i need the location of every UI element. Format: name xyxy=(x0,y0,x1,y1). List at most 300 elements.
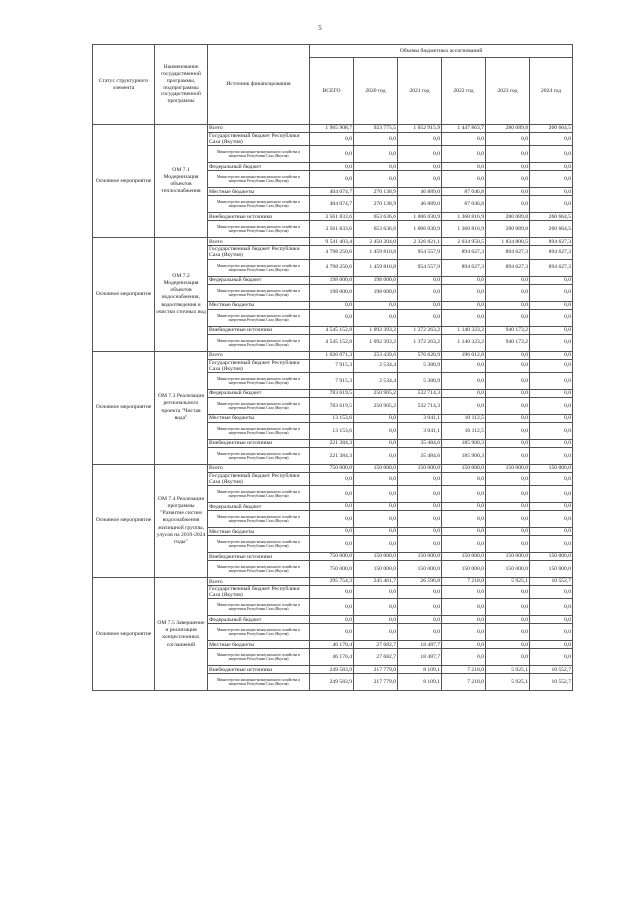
value-year: 923 775,5 xyxy=(354,125,398,133)
value-total: 0,0 xyxy=(310,163,354,171)
value-year: 7 218,0 xyxy=(442,666,486,674)
value-year: 27 682,7 xyxy=(354,649,398,666)
funding-responsible: Министерство жилищно-коммунального хозяйства и энергетики Республики Саха (Якутия) xyxy=(208,422,310,439)
value-year: 0,0 xyxy=(486,284,530,301)
value-year: 0,0 xyxy=(442,276,486,284)
value-year: 1 006 030,9 xyxy=(398,221,442,238)
funding-source: Всего xyxy=(208,125,310,133)
value-year: 1 372 263,2 xyxy=(398,334,442,351)
value-year: 0,0 xyxy=(486,536,530,553)
value-total: 4 798 250,6 xyxy=(310,246,354,259)
value-year: 8 109,1 xyxy=(398,674,442,691)
funding-source: Местные бюджеты xyxy=(208,528,310,536)
funding-source: Местные бюджеты xyxy=(208,641,310,649)
value-total: 9 541 403,4 xyxy=(310,238,354,246)
value-year: 0,0 xyxy=(398,309,442,326)
header-year-2023: 2023 год xyxy=(486,58,530,125)
value-year: 185 900,3 xyxy=(442,439,486,447)
element-status: Основное мероприятие xyxy=(93,238,155,351)
value-year: 0,0 xyxy=(530,503,573,511)
value-year: 0,0 xyxy=(354,536,398,553)
element-status: Основное мероприятие xyxy=(93,464,155,577)
value-year: 0,0 xyxy=(530,586,573,599)
value-year: 0,0 xyxy=(398,301,442,309)
value-total: 0,0 xyxy=(310,599,354,616)
header-year-2020: 2020 год xyxy=(354,58,398,125)
value-year: 0,0 xyxy=(530,372,573,389)
program-name: ОМ 7.5 Завершение и реализация концессионных соглашений xyxy=(155,578,208,691)
value-year: 5 925,1 xyxy=(486,578,530,586)
value-year: 250 905,2 xyxy=(354,389,398,397)
program-name: ОМ 7.2 Модернизация объектов водоснабжения, водоотведения и очистки сточных вод xyxy=(155,238,208,351)
value-year: 150 000,0 xyxy=(442,464,486,472)
header-volumes: Объемы бюджетных ассигнований xyxy=(310,45,573,58)
funding-source: Федеральный бюджет xyxy=(208,616,310,624)
value-year: 1 360 816,9 xyxy=(442,213,486,221)
value-year: 0,0 xyxy=(530,334,573,351)
value-year: 280 089,8 xyxy=(486,213,530,221)
page-number: 5 xyxy=(318,24,322,32)
funding-responsible: Министерство жилищно-коммунального хозяйства и энергетики Республики Саха (Якутия) xyxy=(208,309,310,326)
value-year: 894 627,3 xyxy=(530,238,573,246)
funding-source: Всего xyxy=(208,238,310,246)
value-total: 3 561 833,6 xyxy=(310,221,354,238)
value-year: 196 012,8 xyxy=(442,351,486,359)
value-year: 280 089,8 xyxy=(486,125,530,133)
value-year: 1 140 323,2 xyxy=(442,326,486,334)
value-year: 0,0 xyxy=(442,536,486,553)
value-total: 0,0 xyxy=(310,616,354,624)
value-year: 0,0 xyxy=(486,486,530,503)
value-total: 198 000,0 xyxy=(310,276,354,284)
value-year: 2 450 204,0 xyxy=(354,238,398,246)
value-year: 0,0 xyxy=(530,309,573,326)
value-total: 46 170,4 xyxy=(310,649,354,666)
value-year: 26 596,8 xyxy=(398,578,442,586)
table-row xyxy=(93,464,573,472)
table-row xyxy=(93,351,573,359)
value-year: 150 000,0 xyxy=(354,561,398,578)
value-year: 150 000,0 xyxy=(530,464,573,472)
value-year: 87 046,8 xyxy=(442,188,486,196)
value-year: 0,0 xyxy=(354,528,398,536)
funding-responsible: Министерство жилищно-коммунального хозяйства и энергетики Республики Саха (Якутия) xyxy=(208,397,310,414)
value-year: 0,0 xyxy=(486,163,530,171)
value-year: 10 552,7 xyxy=(530,674,573,691)
value-year: 532 714,3 xyxy=(398,397,442,414)
element-status: Основное мероприятие xyxy=(93,125,155,238)
value-year: 2 534,4 xyxy=(354,359,398,372)
value-year: 10 552,7 xyxy=(530,578,573,586)
funding-source: Государственный бюджет Республики Саха (Якутия) xyxy=(208,472,310,485)
value-year: 0,0 xyxy=(486,472,530,485)
value-year: 270 138,9 xyxy=(354,188,398,196)
value-total: 0,0 xyxy=(310,309,354,326)
value-year: 0,0 xyxy=(398,276,442,284)
value-year: 1 447 863,7 xyxy=(442,125,486,133)
value-year: 0,0 xyxy=(442,472,486,485)
value-year: 150 000,0 xyxy=(398,561,442,578)
value-year: 0,0 xyxy=(530,616,573,624)
value-year: 0,0 xyxy=(354,309,398,326)
value-total: 3 561 833,6 xyxy=(310,213,354,221)
value-year: 0,0 xyxy=(530,536,573,553)
value-year: 954 557,9 xyxy=(398,246,442,259)
value-year: 894 627,3 xyxy=(442,259,486,276)
value-total: 4 798 250,6 xyxy=(310,259,354,276)
value-year: 0,0 xyxy=(530,171,573,188)
value-year: 0,0 xyxy=(486,389,530,397)
value-year: 0,0 xyxy=(398,171,442,188)
value-total: 0,0 xyxy=(310,146,354,163)
header-status: Статус структурного элемента xyxy=(93,45,155,125)
value-year: 0,0 xyxy=(486,599,530,616)
value-year: 0,0 xyxy=(354,439,398,447)
value-year: 1 052 915,9 xyxy=(398,125,442,133)
value-year: 250 905,2 xyxy=(354,397,398,414)
funding-source: Внебюджетные источники xyxy=(208,553,310,561)
value-total: 46 170,4 xyxy=(310,641,354,649)
value-year: 0,0 xyxy=(486,503,530,511)
value-year: 27 682,7 xyxy=(354,641,398,649)
value-year: 0,0 xyxy=(442,359,486,372)
value-total: 295 754,3 xyxy=(310,578,354,586)
value-year: 2 034 950,5 xyxy=(442,238,486,246)
value-year: 0,0 xyxy=(486,397,530,414)
value-year: 0,0 xyxy=(442,486,486,503)
value-year: 0,0 xyxy=(486,276,530,284)
value-year: 150 000,0 xyxy=(398,464,442,472)
value-year: 0,0 xyxy=(486,586,530,599)
budget-table xyxy=(92,44,573,691)
value-year: 894 627,3 xyxy=(486,246,530,259)
value-year: 0,0 xyxy=(486,188,530,196)
value-year: 0,0 xyxy=(442,397,486,414)
funding-source: Государственный бюджет Республики Саха (Якутия) xyxy=(208,133,310,146)
funding-responsible: Министерство жилищно-коммунального хозяйства и энергетики Республики Саха (Якутия) xyxy=(208,447,310,464)
value-year: 0,0 xyxy=(442,649,486,666)
value-year: 0,0 xyxy=(442,389,486,397)
element-status: Основное мероприятие xyxy=(93,578,155,691)
value-year: 0,0 xyxy=(398,536,442,553)
value-year: 894 627,3 xyxy=(530,259,573,276)
funding-source: Внебюджетные источники xyxy=(208,666,310,674)
funding-source: Федеральный бюджет xyxy=(208,503,310,511)
value-year: 0,0 xyxy=(354,146,398,163)
value-year: 2 534,4 xyxy=(354,372,398,389)
value-year: 46 889,0 xyxy=(398,196,442,213)
value-year: 87 046,8 xyxy=(442,196,486,213)
value-total: 750 000,0 xyxy=(310,561,354,578)
value-year: 0,0 xyxy=(486,133,530,146)
value-year: 150 000,0 xyxy=(486,464,530,472)
value-total: 0,0 xyxy=(310,301,354,309)
funding-source: Государственный бюджет Республики Саха (Якутия) xyxy=(208,359,310,372)
table-row xyxy=(93,125,573,133)
value-year: 3 041,1 xyxy=(398,422,442,439)
value-year: 0,0 xyxy=(354,414,398,422)
value-year: 0,0 xyxy=(530,163,573,171)
value-year: 270 138,9 xyxy=(354,196,398,213)
value-year: 0,0 xyxy=(530,422,573,439)
funding-responsible: Министерство жилищно-коммунального хозяйства и энергетики Республики Саха (Якутия) xyxy=(208,284,310,301)
value-total: 0,0 xyxy=(310,511,354,528)
value-total: 4 545 152,8 xyxy=(310,334,354,351)
value-total: 198 000,0 xyxy=(310,284,354,301)
value-year: 0,0 xyxy=(530,284,573,301)
value-year: 1 459 810,8 xyxy=(354,246,398,259)
value-year: 0,0 xyxy=(530,301,573,309)
value-year: 0,0 xyxy=(442,624,486,641)
value-total: 13 153,6 xyxy=(310,422,354,439)
program-name: ОМ 7.1 Модернизация объектов теплоснабжения xyxy=(155,125,208,238)
value-total: 0,0 xyxy=(310,171,354,188)
funding-responsible: Министерство жилищно-коммунального хозяйства и энергетики Республики Саха (Якутия) xyxy=(208,674,310,691)
funding-responsible: Министерство жилищно-коммунального хозяйства и энергетики Республики Саха (Якутия) xyxy=(208,486,310,503)
value-total: 13 153,6 xyxy=(310,414,354,422)
value-year: 0,0 xyxy=(398,511,442,528)
value-year: 260 664,5 xyxy=(530,213,573,221)
funding-responsible: Министерство жилищно-коммунального хозяйства и энергетики Республики Саха (Якутия) xyxy=(208,624,310,641)
value-total: 1 965 908,7 xyxy=(310,125,354,133)
value-year: 10 112,5 xyxy=(442,422,486,439)
funding-source: Всего xyxy=(208,464,310,472)
value-year: 2 326 821,1 xyxy=(398,238,442,246)
funding-responsible: Министерство жилищно-коммунального хозяйства и энергетики Республики Саха (Якутия) xyxy=(208,171,310,188)
value-year: 0,0 xyxy=(486,624,530,641)
value-year: 7 218,0 xyxy=(442,674,486,691)
value-year: 7 218,0 xyxy=(442,578,486,586)
value-year: 0,0 xyxy=(398,146,442,163)
value-year: 0,0 xyxy=(354,472,398,485)
value-year: 0,0 xyxy=(398,599,442,616)
value-year: 0,0 xyxy=(530,326,573,334)
funding-source: Государственный бюджет Республики Саха (Якутия) xyxy=(208,246,310,259)
value-year: 150 000,0 xyxy=(354,464,398,472)
funding-source: Всего xyxy=(208,351,310,359)
value-year: 10 112,5 xyxy=(442,414,486,422)
value-year: 217 779,0 xyxy=(354,666,398,674)
value-year: 0,0 xyxy=(442,641,486,649)
funding-responsible: Министерство жилищно-коммунального хозяйства и энергетики Республики Саха (Якутия) xyxy=(208,146,310,163)
value-year: 0,0 xyxy=(354,447,398,464)
value-year: 0,0 xyxy=(442,171,486,188)
funding-responsible: Министерство жилищно-коммунального хозяйства и энергетики Республики Саха (Якутия) xyxy=(208,561,310,578)
value-year: 0,0 xyxy=(398,472,442,485)
value-year: 0,0 xyxy=(398,503,442,511)
value-year: 0,0 xyxy=(354,599,398,616)
funding-source: Местные бюджеты xyxy=(208,188,310,196)
value-year: 1 372 263,2 xyxy=(398,326,442,334)
value-year: 5 925,1 xyxy=(486,674,530,691)
value-year: 0,0 xyxy=(442,372,486,389)
value-year: 35 484,6 xyxy=(398,447,442,464)
value-year: 0,0 xyxy=(530,439,573,447)
program-name: ОМ 7.4 Реализация программы "Развитие систем водоснабжения жилищной группы, улусов на 2019-2024 годы" xyxy=(155,464,208,577)
funding-source: Внебюджетные источники xyxy=(208,326,310,334)
value-year: 0,0 xyxy=(442,146,486,163)
funding-responsible: Министерство жилищно-коммунального хозяйства и энергетики Республики Саха (Якутия) xyxy=(208,511,310,528)
value-year: 954 557,9 xyxy=(398,259,442,276)
value-year: 0,0 xyxy=(354,586,398,599)
value-year: 150 000,0 xyxy=(354,553,398,561)
value-year: 0,0 xyxy=(486,439,530,447)
funding-source: Федеральный бюджет xyxy=(208,163,310,171)
value-total: 404 074,7 xyxy=(310,196,354,213)
value-total: 7 915,3 xyxy=(310,372,354,389)
value-year: 1 459 810,8 xyxy=(354,259,398,276)
value-year: 1 360 816,9 xyxy=(442,221,486,238)
value-year: 5 380,9 xyxy=(398,359,442,372)
value-year: 653 636,6 xyxy=(354,221,398,238)
value-total: 0,0 xyxy=(310,486,354,503)
value-year: 150 000,0 xyxy=(398,553,442,561)
value-year: 940 173,2 xyxy=(486,334,530,351)
value-year: 245 461,7 xyxy=(354,578,398,586)
table-header xyxy=(93,45,573,125)
value-year: 0,0 xyxy=(442,301,486,309)
value-year: 0,0 xyxy=(398,133,442,146)
value-year: 1 092 393,2 xyxy=(354,334,398,351)
value-year: 260 664,5 xyxy=(530,125,573,133)
value-year: 0,0 xyxy=(486,146,530,163)
value-total: 783 619,5 xyxy=(310,397,354,414)
value-year: 0,0 xyxy=(486,171,530,188)
header-year-2021: 2021 год xyxy=(398,58,442,125)
value-total: 221 384,3 xyxy=(310,447,354,464)
value-year: 1 092 393,2 xyxy=(354,326,398,334)
value-year: 0,0 xyxy=(442,511,486,528)
value-year: 0,0 xyxy=(486,422,530,439)
value-total: 783 619,5 xyxy=(310,389,354,397)
value-year: 0,0 xyxy=(486,309,530,326)
value-year: 576 620,9 xyxy=(398,351,442,359)
value-year: 0,0 xyxy=(442,284,486,301)
value-year: 0,0 xyxy=(486,616,530,624)
value-year: 150 000,0 xyxy=(486,553,530,561)
value-year: 35 484,6 xyxy=(398,439,442,447)
value-year: 0,0 xyxy=(442,309,486,326)
value-year: 198 000,0 xyxy=(354,276,398,284)
header-total: ВСЕГО xyxy=(310,58,354,125)
value-year: 0,0 xyxy=(442,163,486,171)
value-year: 0,0 xyxy=(398,163,442,171)
value-year: 0,0 xyxy=(442,616,486,624)
value-year: 150 000,0 xyxy=(530,553,573,561)
funding-responsible: Министерство жилищно-коммунального хозяйства и энергетики Республики Саха (Якутия) xyxy=(208,334,310,351)
value-total: 0,0 xyxy=(310,472,354,485)
value-year: 0,0 xyxy=(486,351,530,359)
value-total: 0,0 xyxy=(310,624,354,641)
value-year: 150 000,0 xyxy=(486,561,530,578)
value-year: 0,0 xyxy=(530,641,573,649)
value-year: 0,0 xyxy=(530,599,573,616)
value-year: 0,0 xyxy=(530,359,573,372)
value-year: 894 627,3 xyxy=(530,246,573,259)
value-year: 0,0 xyxy=(530,447,573,464)
value-total: 0,0 xyxy=(310,536,354,553)
value-year: 0,0 xyxy=(486,372,530,389)
value-year: 185 900,3 xyxy=(442,447,486,464)
value-year: 46 889,0 xyxy=(398,188,442,196)
value-year: 0,0 xyxy=(398,284,442,301)
value-total: 7 915,3 xyxy=(310,359,354,372)
value-total: 221 384,3 xyxy=(310,439,354,447)
value-year: 1 834 800,5 xyxy=(486,238,530,246)
value-year: 0,0 xyxy=(530,146,573,163)
value-year: 0,0 xyxy=(442,133,486,146)
element-status: Основное мероприятие xyxy=(93,351,155,464)
value-year: 0,0 xyxy=(354,503,398,511)
value-total: 0,0 xyxy=(310,133,354,146)
value-year: 18 487,7 xyxy=(398,649,442,666)
value-year: 0,0 xyxy=(530,196,573,213)
value-year: 0,0 xyxy=(486,414,530,422)
table-body xyxy=(93,125,573,691)
funding-source: Местные бюджеты xyxy=(208,301,310,309)
value-year: 5 925,1 xyxy=(486,666,530,674)
value-total: 249 583,9 xyxy=(310,666,354,674)
value-total: 0,0 xyxy=(310,503,354,511)
value-total: 0,0 xyxy=(310,528,354,536)
value-total: 404 074,7 xyxy=(310,188,354,196)
value-total: 0,0 xyxy=(310,586,354,599)
value-year: 0,0 xyxy=(530,472,573,485)
value-year: 150 000,0 xyxy=(442,561,486,578)
header-year-2024: 2024 год xyxy=(530,58,573,125)
value-total: 4 545 152,8 xyxy=(310,326,354,334)
value-year: 0,0 xyxy=(398,616,442,624)
value-year: 0,0 xyxy=(442,599,486,616)
value-year: 0,0 xyxy=(486,641,530,649)
value-year: 0,0 xyxy=(398,528,442,536)
value-year: 10 552,7 xyxy=(530,666,573,674)
funding-source: Федеральный бюджет xyxy=(208,276,310,284)
value-year: 0,0 xyxy=(530,624,573,641)
table-row xyxy=(93,238,573,246)
value-total: 750 000,0 xyxy=(310,464,354,472)
value-year: 0,0 xyxy=(398,586,442,599)
value-year: 0,0 xyxy=(530,188,573,196)
value-year: 0,0 xyxy=(530,276,573,284)
value-year: 0,0 xyxy=(442,586,486,599)
value-year: 0,0 xyxy=(354,133,398,146)
header-name: Наименование государственной программы, подпрограммы государственной программы xyxy=(155,45,208,125)
value-year: 532 714,3 xyxy=(398,389,442,397)
funding-responsible: Министерство жилищно-коммунального хозяйства и энергетики Республики Саха (Якутия) xyxy=(208,372,310,389)
funding-responsible: Министерство жилищно-коммунального хозяйства и энергетики Республики Саха (Якутия) xyxy=(208,196,310,213)
value-year: 0,0 xyxy=(530,351,573,359)
value-year: 0,0 xyxy=(486,359,530,372)
value-year: 0,0 xyxy=(398,624,442,641)
value-year: 0,0 xyxy=(530,397,573,414)
value-year: 8 109,1 xyxy=(398,666,442,674)
value-year: 217 779,0 xyxy=(354,674,398,691)
value-year: 150 000,0 xyxy=(442,553,486,561)
funding-source: Государственный бюджет Республики Саха (Якутия) xyxy=(208,586,310,599)
program-name: ОМ 7.3 Реализация регионального проекта "Чистая вода" xyxy=(155,351,208,464)
value-year: 0,0 xyxy=(530,133,573,146)
value-year: 0,0 xyxy=(486,447,530,464)
value-year: 0,0 xyxy=(530,511,573,528)
value-year: 894 627,3 xyxy=(442,246,486,259)
value-year: 0,0 xyxy=(530,649,573,666)
value-year: 0,0 xyxy=(354,301,398,309)
value-year: 0,0 xyxy=(354,616,398,624)
value-year: 940 173,2 xyxy=(486,326,530,334)
value-year: 253 439,6 xyxy=(354,351,398,359)
header-year-2022: 2022 год xyxy=(442,58,486,125)
